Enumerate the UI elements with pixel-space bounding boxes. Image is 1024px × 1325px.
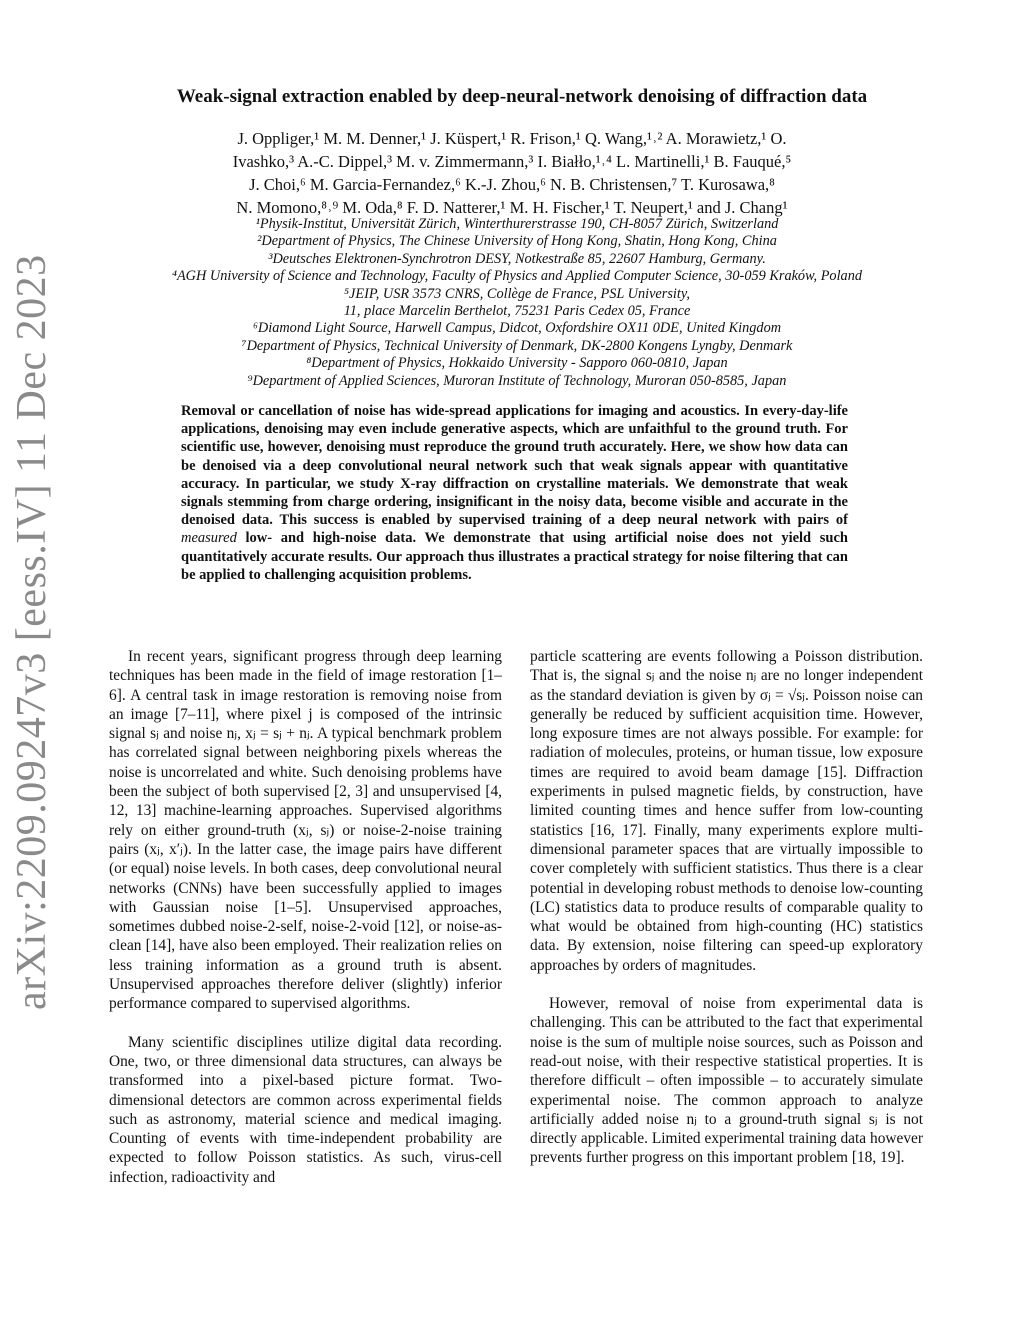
affiliation: ⁷Department of Physics, Technical University of Denmark, DK-2800 Kongens Lyngby, Denmark xyxy=(241,337,793,354)
abstract-text: Removal or cancellation of noise has wide-spread applications for imaging and acoustics. In every-day-life applications, denoising may even include generative aspects, which are unfaithful to the ground truth. For scientific use, however, denoising must reproduce the ground truth accurately. Here, we show how data can be denoised via a deep convolutional neural network such that weak signals appear with quantitative accuracy. In particular, we study X-ray diffraction on crystalline materials. We demonstrate that weak signals stemming from charge ordering, insignificant in the noisy data, become visible and accurate in the denoised data. This success is enabled by supervised training of a deep neural network with pairs of xyxy=(181,403,848,529)
affiliation: ¹Physik-Institut, Universität Zürich, Winterthurerstrasse 190, CH-8057 Zürich, Switzerland xyxy=(255,216,779,232)
author-line: J. Choi,⁶ M. Garcia-Fernandez,⁶ K.-J. Zhou,⁶ N. B. Christensen,⁷ T. Kurosawa,⁸ xyxy=(249,175,775,194)
paper-title: Weak-signal extraction enabled by deep-neural-network denoising of diffraction data xyxy=(176,86,868,107)
author-line: Ivashko,³ A.-C. Dippel,³ M. v. Zimmermann,³ I. Białło,¹˒⁴ L. Martinelli,¹ B. Fauqué,⁵ xyxy=(232,152,792,171)
author-line: N. Momono,⁸˒⁹ M. Oda,⁸ F. D. Natterer,¹ M. H. Fischer,¹ T. Neupert,¹ and J. Chang¹ xyxy=(236,198,788,217)
author-line: J. Oppliger,¹ M. M. Denner,¹ J. Küspert,¹ R. Frison,¹ Q. Wang,¹˒² A. Morawietz,¹ O. xyxy=(237,129,787,148)
abstract-emphasis: measured xyxy=(181,530,237,547)
body-paragraph: In recent years, significant progress through deep learning techniques has been made in the field of image restoration [1–6]. A central task in image restoration is removing noise from an image [7–11], where pixel j is composed of the intrinsic signal sⱼ and noise nⱼ, xⱼ = sⱼ + nⱼ. A typical benchmark problem has correlated signal between neighboring pixels whereas the noise is uncorrelated and white. Such denoising problems have been the subject of both supervised [2, 3] and unsupervised [4, 12, 13] machine-learning approaches. Supervised algorithms rely on either ground-truth (xⱼ, sⱼ) or noise-2-noise training pairs (xⱼ, x′ⱼ). In the latter case, the image pairs have different (or equal) noise levels. In both cases, deep convolutional neural networks (CNNs) have been successfully applied to images with Gaussian noise [1–5]. Unsupervised approaches, sometimes dubbed noise-2-self, noise-2-void [12], or noise-as-clean [14], have also been employed. Their realization relies on less training information as a ground truth is absent. Unsupervised approaches therefore deliver (slightly) inferior performance compared to supervised algorithms. xyxy=(109,648,502,1013)
affiliation: ⁴AGH University of Science and Technology, Faculty of Physics and Applied Computer Science, 30-059 Kraków, Poland xyxy=(171,268,863,285)
abstract xyxy=(181,402,848,584)
body-paragraph: particle scattering are events following a Poisson distribution. That is, the signal sⱼ and the noise nⱼ are no longer independent as the standard deviation is given by σⱼ = √sⱼ. Poisson noise can generally be reduced by sufficient acquisition time. However, long exposure times are not always possible. For example: for radiation of molecules, proteins, or human tissue, low exposure times are required to avoid beam damage [15]. Diffraction experiments in pulsed magnetic fields, by construction, have limited counting times and hence suffer from low-counting statistics [16, 17]. Finally, many experiments explore multi-dimensional parameter spaces that are virtually impossible to cover completely with sufficient statistics. Thus there is a clear potential in developing robust methods to denoise low-counting (LC) statistics data to produce results of comparable quality to what would be obtained from high-counting (HC) statistics data. By extension, noise filtering can speed-up exploratory approaches by orders of magnitudes. xyxy=(530,648,923,974)
affiliation: 11, place Marcelin Berthelot, 75231 Paris Cedex 05, France xyxy=(343,303,691,320)
affiliation: ⁵JEIP, USR 3573 CNRS, Collège de France, PSL University, xyxy=(344,285,690,302)
affiliation: ³Deutsches Elektronen-Synchrotron DESY, Notkestraße 85, 22607 Hamburg, Germany. xyxy=(268,250,766,267)
abstract-text: low- and high-noise data. We demonstrate that using artificial noise does not yield such quantitatively accurate results. Our approach thus illustrates a practical strategy for noise filtering that can be applied to challenging acquisition problems. xyxy=(181,530,848,583)
affiliation: ⁹Department of Applied Sciences, Muroran Institute of Technology, Muroran 050-8585, Japan xyxy=(247,372,787,389)
right-column xyxy=(530,647,923,1187)
author-list xyxy=(150,127,874,219)
left-column xyxy=(109,647,502,1206)
affiliation-list xyxy=(100,216,934,390)
affiliation: ⁸Department of Physics, Hokkaido University - Sapporo 060-0810, Japan xyxy=(306,355,728,372)
arxiv-identifier: arXiv:2209.09247v3 [eess.IV] 11 Dec 2023 xyxy=(9,254,55,1010)
body-paragraph: Many scientific disciplines utilize digital data recording. One, two, or three dimensional data structures, can always be transformed into a pixel-based picture format. Two-dimensional detectors are common across experimental fields such as astronomy, material science and medical imaging. Counting of events with time-independent probability are expected to follow Poisson statistics. As such, virus-cell infection, radioactivity and xyxy=(109,1033,502,1186)
affiliation: ⁶Diamond Light Source, Harwell Campus, Didcot, Oxfordshire OX11 0DE, United Kingdom xyxy=(252,320,782,337)
body-paragraph: However, removal of noise from experimental data is challenging. This can be attributed to the fact that experimental noise is the sum of multiple noise sources, such as Poisson and read-out noise, with their respective statistical properties. It is therefore difficult – often impossible – to accurately simulate experimental noise. The common approach to analyze artificially added noise nⱼ to a ground-truth signal sⱼ is not directly applicable. Limited experimental training data however prevents further progress on this important problem [18, 19]. xyxy=(530,995,923,1167)
affiliation: ²Department of Physics, The Chinese University of Hong Kong, Shatin, Hong Kong, China xyxy=(257,233,777,250)
